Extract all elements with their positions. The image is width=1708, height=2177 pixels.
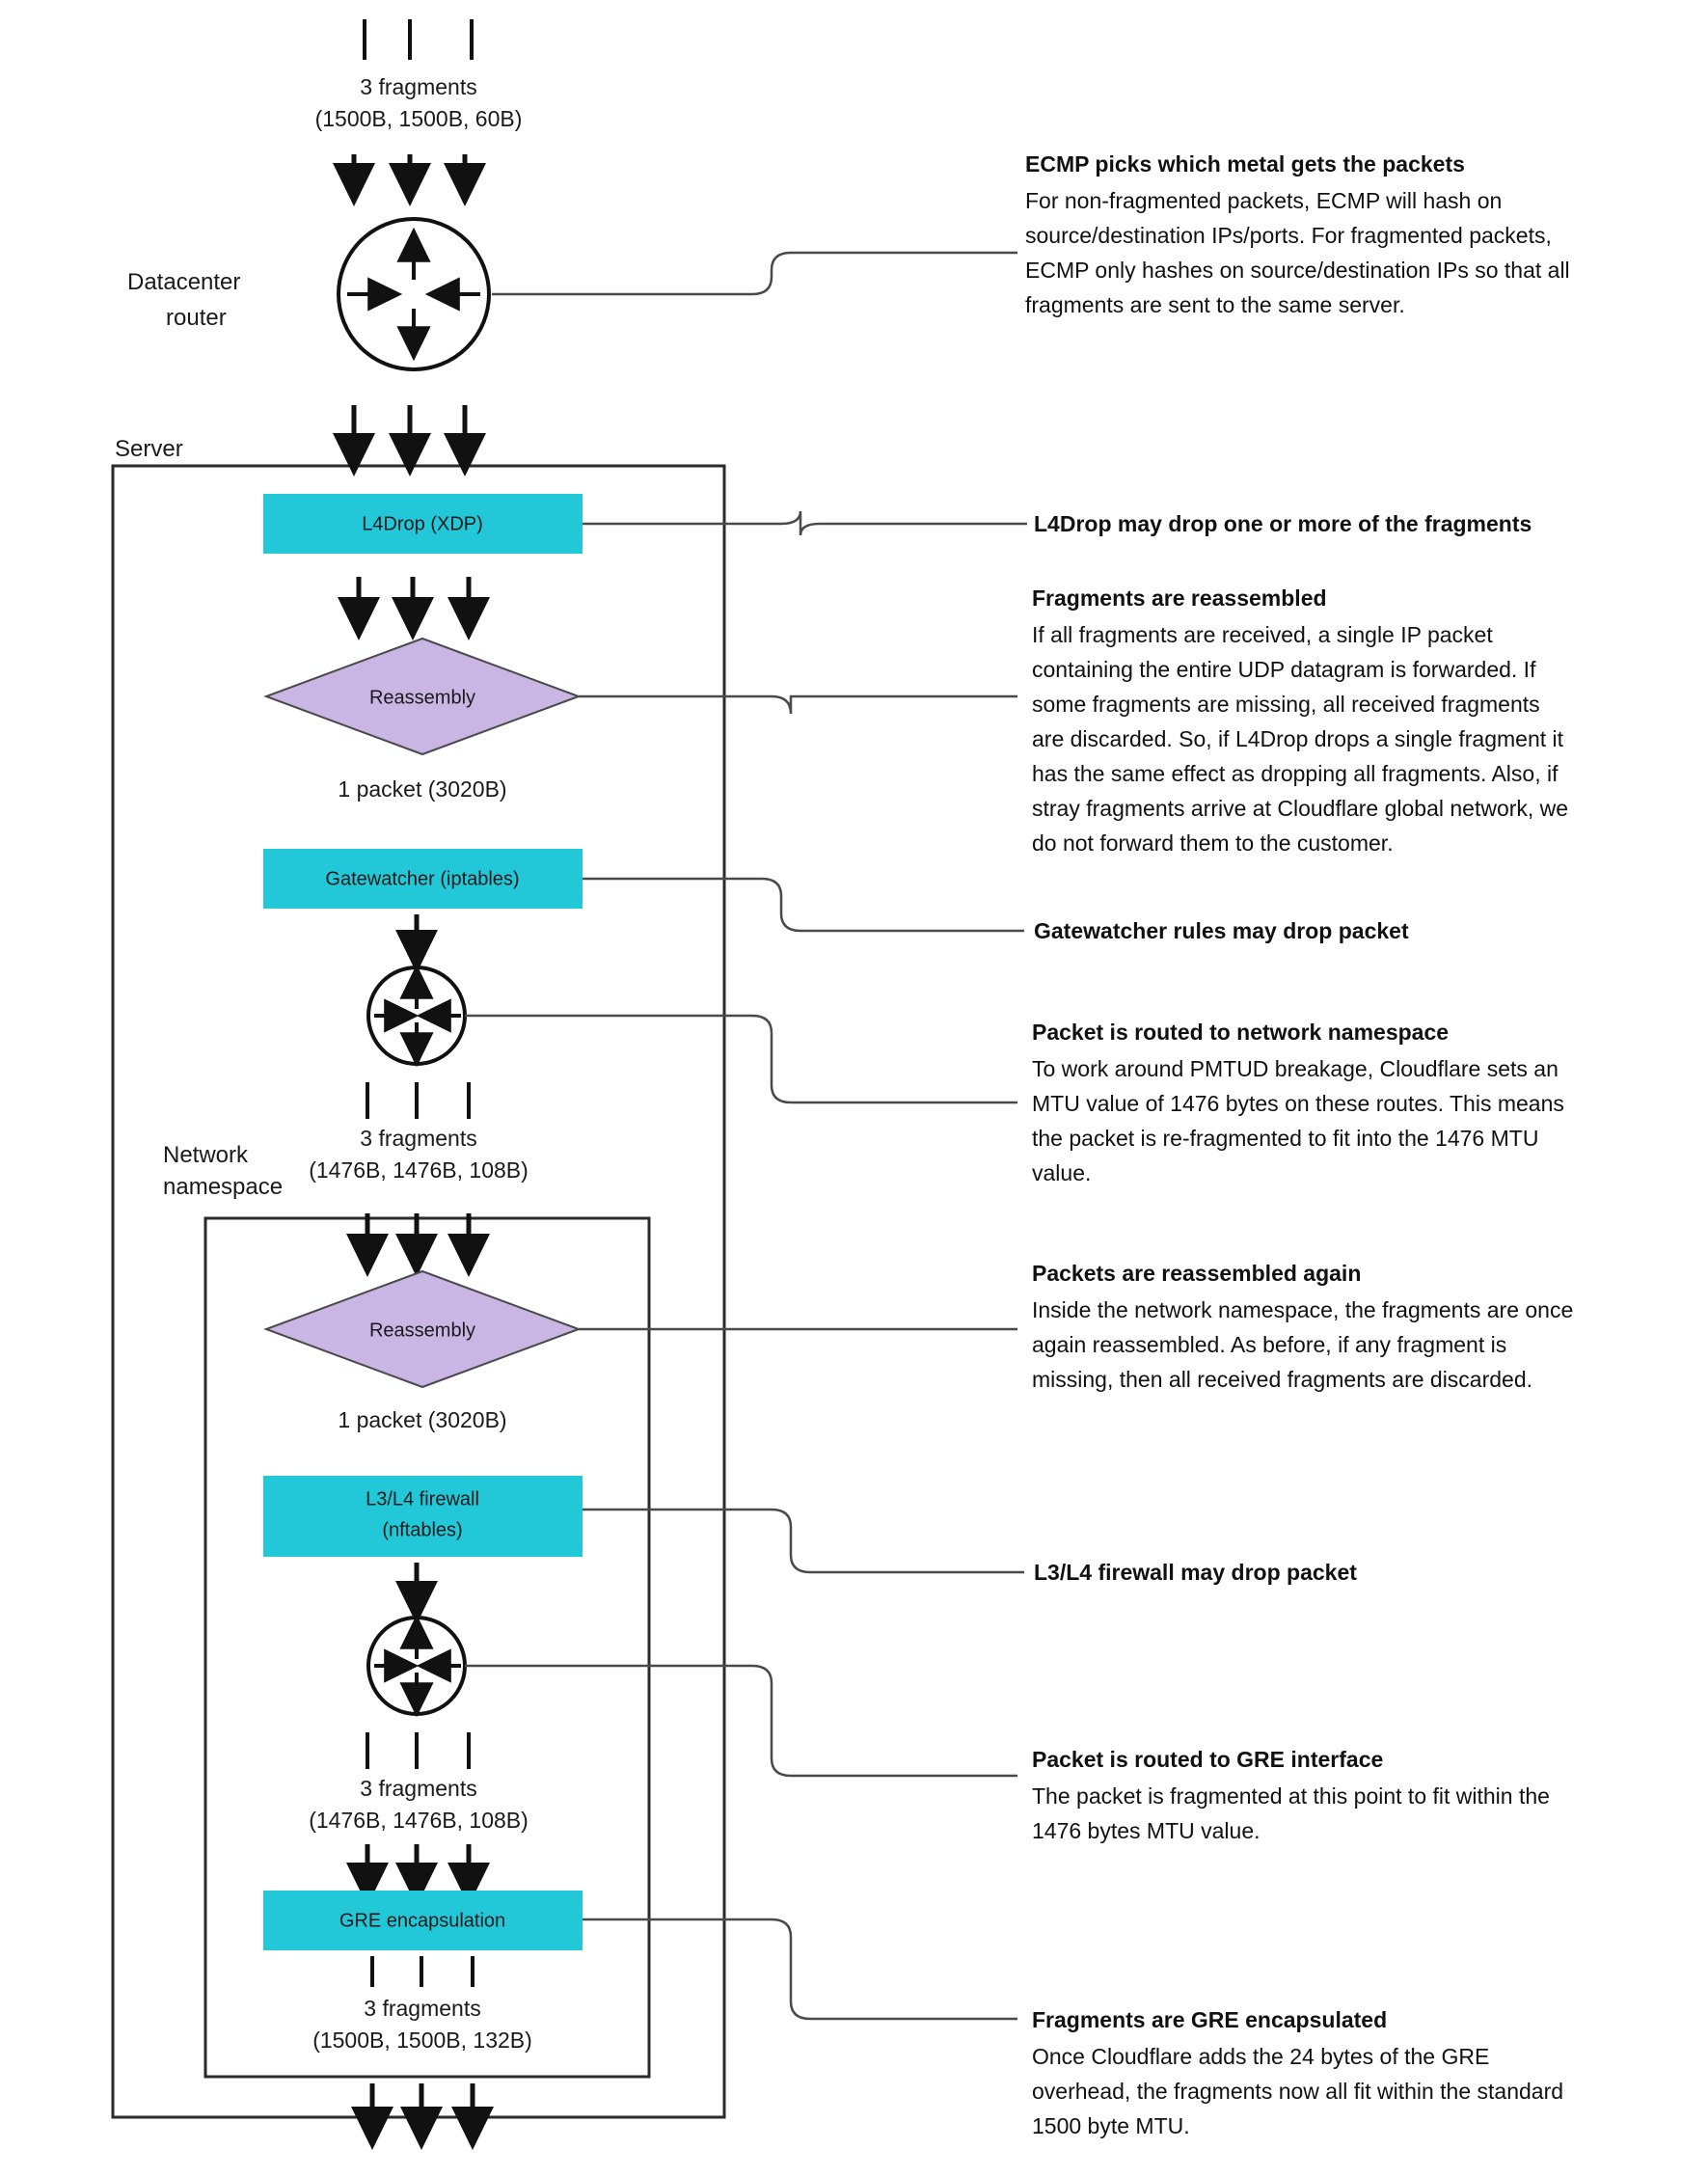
- annotation-l4drop-title: L4Drop may drop one or more of the fragments: [1034, 511, 1532, 536]
- server-frame-label: Server: [115, 436, 183, 462]
- annotation-gatewatcher: [1034, 918, 1409, 943]
- annotation-route-gre-title: Packet is routed to GRE interface: [1032, 1747, 1384, 1772]
- datacenter-router-label-line1: Datacenter: [127, 269, 241, 295]
- packet-after-reassembly-1-label: 1 packet (3020B): [338, 776, 507, 802]
- annotation-gre-encap-body-2: 1500 byte MTU.: [1032, 2113, 1190, 2138]
- annotation-reassembly-1-body-3: are discarded. So, if L4Drop drops a single fragment it: [1032, 726, 1564, 751]
- connector-reassembly-1: [579, 696, 1017, 714]
- annotation-ecmp-title: ECMP picks which metal gets the packets: [1025, 151, 1465, 177]
- gre-route-router: [368, 1618, 465, 1714]
- annotation-reassembly-1-body-2: some fragments are missing, all received fragments: [1032, 692, 1540, 717]
- annotation-ecmp-body-3: fragments are sent to the same server.: [1025, 292, 1405, 317]
- annotation-reassembly-1-body-0: If all fragments are received, a single IP packet: [1032, 622, 1493, 647]
- annotation-route-netns-body-1: MTU value of 1476 bytes on these routes. This means: [1032, 1091, 1564, 1116]
- annotation-reassembly-1-body-4: has the same effect as dropping all fragments. Also, if: [1032, 761, 1559, 786]
- annotation-ecmp: [1025, 151, 1570, 317]
- reassembly-1-node: [266, 639, 579, 754]
- annotation-gre-encap-title: Fragments are GRE encapsulated: [1032, 2007, 1388, 2032]
- datacenter-router: [339, 219, 489, 369]
- connector-l4drop: [583, 511, 1027, 535]
- annotation-firewall-title: L3/L4 firewall may drop packet: [1034, 1560, 1357, 1585]
- annotation-route-netns-body-2: the packet is re-fragmented to fit into the 1476 MTU: [1032, 1126, 1539, 1151]
- l4drop-box: [263, 494, 583, 554]
- annotation-ecmp-body-2: ECMP only hashes on source/destination IPs so that all: [1025, 258, 1570, 283]
- top-fragments-line2: (1500B, 1500B, 60B): [314, 106, 523, 131]
- connector-ecmp: [492, 253, 1017, 294]
- annotation-reassembly-1-body-6: do not forward them to the customer.: [1032, 830, 1394, 856]
- connector-route-gre: [465, 1666, 1017, 1776]
- annotation-route-gre: [1032, 1747, 1550, 1843]
- gre-out-fragments-line1: 3 fragments: [364, 1996, 481, 2021]
- mid-fragments-line2: (1476B, 1476B, 108B): [309, 1157, 529, 1183]
- annotation-gre-encap: [1032, 2007, 1563, 2138]
- arrows-router-to-server: [354, 405, 465, 453]
- datacenter-router-label-line2: router: [166, 305, 227, 331]
- annotation-gatewatcher-title: Gatewatcher rules may drop packet: [1034, 918, 1409, 943]
- mid-fragment-ticks: [367, 1082, 469, 1119]
- gre-out-fragment-ticks: [372, 1956, 473, 1987]
- firewall-label-line1: L3/L4 firewall: [366, 1488, 479, 1510]
- reassembly-2-node: [266, 1271, 579, 1387]
- annotation-gre-encap-body-1: overhead, the fragments now all fit within the standard: [1032, 2079, 1564, 2104]
- connector-gatewatcher: [583, 879, 1024, 931]
- annotation-route-netns-title: Packet is routed to network namespace: [1032, 1020, 1450, 1045]
- annotation-route-netns-body-0: To work around PMTUD breakage, Cloudflare sets an: [1032, 1056, 1559, 1081]
- annotation-reassembly-2: [1032, 1261, 1573, 1392]
- reassembly-2-label: Reassembly: [368, 1320, 476, 1342]
- gre-encapsulation-label: GRE encapsulation: [339, 1910, 506, 1932]
- annotation-reassembly-2-body-0: Inside the network namespace, the fragments are once: [1032, 1297, 1574, 1322]
- arrows-l4drop-to-reassembly: [359, 577, 469, 617]
- annotation-l4drop: [1034, 511, 1532, 536]
- annotation-route-gre-body-1: 1476 bytes MTU value.: [1032, 1818, 1261, 1843]
- annotation-reassembly-1: [1032, 585, 1568, 856]
- annotation-reassembly-2-title: Packets are reassembled again: [1032, 1261, 1362, 1286]
- top-fragment-ticks: [365, 19, 472, 60]
- firewall-label-line2: (nftables): [382, 1519, 463, 1541]
- netns-frame-label-line1: Network: [163, 1142, 249, 1168]
- arrows-leaving-server: [372, 2083, 473, 2127]
- connector-route-netns: [465, 1016, 1017, 1102]
- firewall-box: [263, 1476, 583, 1557]
- gre-in-fragment-ticks: [367, 1732, 469, 1769]
- annotation-firewall: [1034, 1560, 1357, 1585]
- gre-in-fragments-line1: 3 fragments: [360, 1776, 477, 1801]
- gre-out-fragments-line2: (1500B, 1500B, 132B): [312, 2027, 532, 2053]
- reassembly-1-label: Reassembly: [368, 687, 476, 709]
- arrows-into-gre: [367, 1844, 469, 1883]
- annotation-reassembly-1-body-1: containing the entire UDP datagram is forwarded. If: [1032, 657, 1536, 682]
- netns-frame-label-line2: namespace: [163, 1174, 284, 1200]
- annotation-ecmp-body-1: source/destination IPs/ports. For fragmented packets,: [1025, 223, 1552, 248]
- annotation-reassembly-1-body-5: stray fragments arrive at Cloudflare global network, we: [1032, 796, 1569, 821]
- annotation-reassembly-2-body-2: missing, then all received fragments are discarded.: [1032, 1367, 1533, 1392]
- annotation-route-gre-body-0: The packet is fragmented at this point to fit within the: [1032, 1783, 1550, 1809]
- annotation-ecmp-body-0: For non-fragmented packets, ECMP will hash on: [1025, 188, 1503, 213]
- annotation-route-netns: [1032, 1020, 1564, 1185]
- gre-encapsulation-box: [263, 1891, 583, 1950]
- annotation-reassembly-1-title: Fragments are reassembled: [1032, 585, 1327, 611]
- annotation-reassembly-2-body-1: again reassembled. As before, if any fragment is: [1032, 1332, 1507, 1357]
- l4drop-label: L4Drop (XDP): [362, 513, 483, 535]
- annotation-route-netns-body-3: value.: [1032, 1160, 1092, 1185]
- packet-after-reassembly-2-label: 1 packet (3020B): [338, 1407, 507, 1432]
- gatewatcher-box: [263, 849, 583, 909]
- gre-in-fragments-line2: (1476B, 1476B, 108B): [309, 1808, 529, 1833]
- annotation-gre-encap-body-0: Once Cloudflare adds the 24 bytes of the GRE: [1032, 2044, 1490, 2069]
- gatewatcher-label: Gatewatcher (iptables): [325, 868, 520, 890]
- top-fragments-line1: 3 fragments: [360, 74, 477, 99]
- namespace-route-router: [368, 967, 465, 1064]
- arrows-into-router: [354, 154, 465, 183]
- mid-fragments-line1: 3 fragments: [360, 1126, 477, 1151]
